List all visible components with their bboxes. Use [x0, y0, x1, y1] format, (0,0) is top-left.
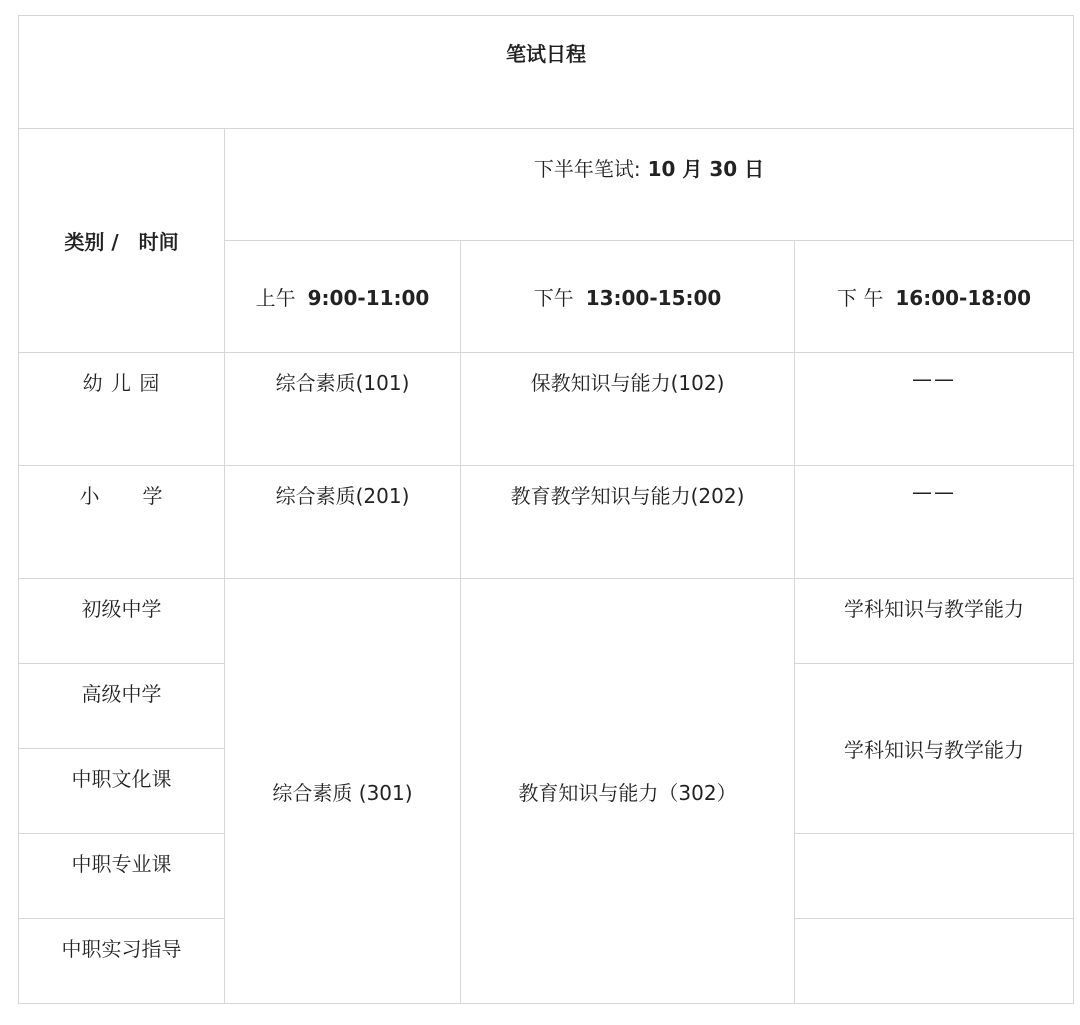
row-label-vocational-professional: 中职专业课 — [19, 834, 225, 919]
slot-late-afternoon-label: 下 午 — [837, 286, 884, 310]
cell-primary-afternoon: 教育教学知识与能力(202) — [461, 466, 795, 579]
cell-vocational-professional-late — [795, 834, 1074, 919]
cell-secondary-morning: 综合素质 (301) — [225, 579, 461, 1004]
row-label-senior-high: 高级中学 — [19, 664, 225, 749]
cell-vocational-internship-late — [795, 919, 1074, 1004]
slot-morning-header — [225, 241, 461, 353]
row-label-junior-high: 初级中学 — [19, 579, 225, 664]
slot-morning-time: 9:00-11:00 — [307, 286, 430, 310]
row-label-primary: 小 学 — [19, 466, 225, 579]
exam-date-header — [225, 129, 1074, 241]
cell-primary-late: —— — [795, 466, 1074, 579]
exam-date-value: 10 月 30 日 — [647, 157, 765, 181]
cell-senior-high-late: 学科知识与教学能力 — [795, 664, 1074, 834]
row-label-vocational-culture: 中职文化课 — [19, 749, 225, 834]
slot-late-afternoon-header — [795, 241, 1074, 353]
exam-schedule-table — [18, 15, 1074, 1004]
category-time-header: 类别 / 时间 — [19, 129, 225, 353]
cell-kindergarten-late: —— — [795, 353, 1074, 466]
slot-afternoon-header — [461, 241, 795, 353]
exam-date-label: 下半年笔试: — [533, 157, 641, 181]
cell-kindergarten-afternoon: 保教知识与能力(102) — [461, 353, 795, 466]
table-title: 笔试日程 — [19, 16, 1074, 129]
cell-secondary-afternoon: 教育知识与能力（302） — [461, 579, 795, 1004]
slot-afternoon-label: 下午 — [533, 286, 574, 310]
slot-late-afternoon-time: 16:00-18:00 — [895, 286, 1031, 310]
row-label-kindergarten: 幼 儿 园 — [19, 353, 225, 466]
cell-primary-morning: 综合素质(201) — [225, 466, 461, 579]
cell-junior-high-late: 学科知识与教学能力 — [795, 579, 1074, 664]
cell-kindergarten-morning: 综合素质(101) — [225, 353, 461, 466]
slot-morning-label: 上午 — [255, 286, 296, 310]
row-label-vocational-internship: 中职实习指导 — [19, 919, 225, 1004]
slot-afternoon-time: 13:00-15:00 — [585, 286, 722, 310]
